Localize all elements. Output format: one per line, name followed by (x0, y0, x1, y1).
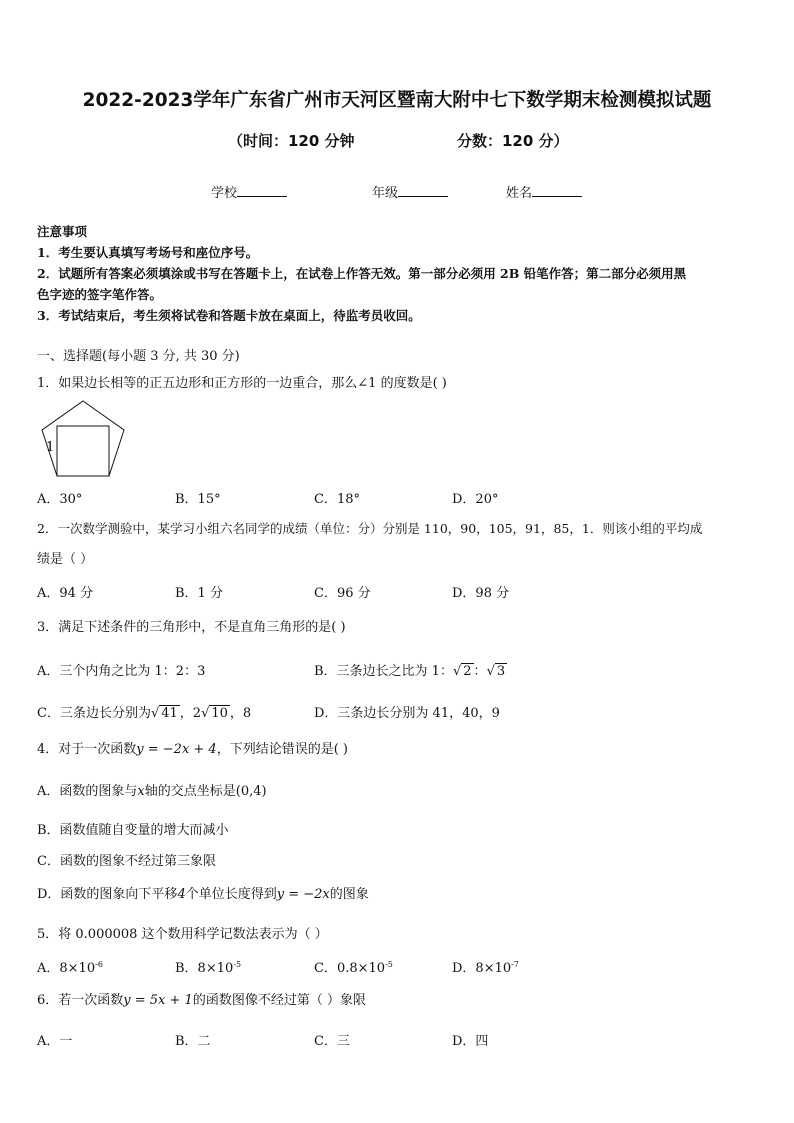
sqrt-3: √ 3 (486, 664, 506, 679)
sqrt-41: √ 41 (150, 706, 178, 721)
sqrt-10: √ 10 (201, 706, 228, 721)
q5-stem: 5．将 0.000008 这个数用科学记数法表示为（ ） (37, 927, 328, 942)
q6-option-d: D．四 (452, 1034, 489, 1049)
result-function: y = −2x (276, 887, 330, 902)
option-base: D．8×10 (452, 961, 512, 976)
school-label: 学校 (211, 186, 238, 201)
grade-field (372, 182, 448, 201)
q3-option-b-text: B．三条边长之比为 1： (314, 664, 453, 679)
q6-function: y = 5x + 1 (123, 993, 193, 1008)
q4-function: y = −2x + 4 (136, 742, 217, 757)
q2-option-a: A．94 分 (37, 586, 94, 601)
x-var: x (137, 784, 145, 799)
q4-option-d-text: D．函数的图象向下平移 (37, 887, 178, 902)
q2-option-d: D．98 分 (452, 586, 510, 601)
page-title: 2022-2023学年广东省广州市天河区暨南大附中七下数学期末检测模拟试题 (82, 90, 712, 111)
point-coord: (0,4) (235, 784, 267, 799)
pentagon-square-figure (38, 399, 128, 483)
option-base: C．0.8×10 (314, 961, 386, 976)
grade-label: 年级 (372, 186, 399, 201)
q5-option-d (452, 957, 519, 976)
q4-option-a-mid: 轴的交点坐标是 (144, 784, 236, 799)
q3-option-c (37, 702, 251, 721)
q2-stem: 2．一次数学测验中，某学习小组六名同学的成绩（单位：分）分别是 110，90，105，91，85，1．则该小组的平均成 (37, 521, 703, 536)
q5-option-a (37, 957, 103, 976)
angle-label: 1 (46, 440, 55, 455)
option-base: B．8×10 (175, 961, 234, 976)
q6-stem-text: 6．若一次函数 (37, 993, 124, 1008)
option-base: A．8×10 (37, 961, 96, 976)
q3-option-c-post: ，8 (229, 706, 252, 721)
notice-item: 3．考试结束后，考生须将试卷和答题卡放在桌面上，待监考员收回。 (37, 308, 421, 323)
name-blank (532, 184, 582, 197)
q3-option-c-mid: ，2 (179, 706, 202, 721)
grade-blank (398, 184, 448, 197)
school-blank (237, 184, 287, 197)
q6-option-c: C．三 (314, 1034, 350, 1049)
q6-option-a: A．一 (37, 1034, 73, 1049)
q4-stem-text-end: ，下列结论错误的是( ) (216, 742, 348, 757)
notice-item: 色字迹的签字笔作答。 (37, 287, 163, 302)
score-label: 分数：120 分） (457, 132, 569, 150)
option-exponent: -7 (511, 960, 519, 969)
notice-item: 2．试题所有答案必须填涂或书写在答题卡上，在试卷上作答无效。第一部分必须用 2B 铅笔作答；第二部分必须用黑 (37, 266, 687, 281)
q4-option-c: C．函数的图象不经过第三象限 (37, 854, 216, 869)
q6-stem-text-end: 的函数图像不经过第（ ）象限 (192, 993, 366, 1008)
notice-item: 1．考生要认真填写考场号和座位序号。 (37, 245, 259, 260)
q4-option-d-mid: 个单位长度得到 (185, 887, 277, 902)
q4-option-a-text: A．函数的图象与 (37, 784, 138, 799)
notice-heading: 注意事项 (37, 224, 88, 239)
q4-option-d (37, 885, 759, 905)
option-exponent: -5 (385, 960, 393, 969)
q4-option-b: B．函数值随自变量的增大而减小 (37, 823, 229, 838)
q6-option-b: B．二 (175, 1034, 211, 1049)
radicand: 41 (161, 706, 178, 721)
sqrt-2: √ 2 (452, 664, 472, 679)
q1-stem: 1．如果边长相等的正五边形和正方形的一边重合，那么∠1 的度数是( ) (37, 376, 447, 391)
q2-option-c: C．96 分 (314, 586, 371, 601)
square-shape (57, 426, 109, 476)
q3-option-c-text: C．三条边长分别为 (37, 706, 151, 721)
q4-stem-text: 4．对于一次函数 (37, 742, 137, 757)
radicand: 10 (211, 706, 228, 721)
q3-option-b (314, 660, 507, 679)
q4-option-d-end: 的图象 (329, 887, 369, 902)
q6-stem (37, 991, 759, 1011)
q4-stem (37, 740, 759, 760)
q1-option-c: C．18° (314, 492, 360, 507)
q2-option-b: B．1 分 (175, 586, 223, 601)
radicand: 2 (463, 664, 472, 679)
option-exponent: -5 (233, 960, 242, 969)
radicand: 3 (496, 664, 506, 679)
shift-amount: 4 (177, 887, 186, 902)
q3-option-d: D．三条边长分别为 41，40，9 (314, 706, 500, 721)
q1-option-b: B．15° (175, 492, 221, 507)
q3-stem: 3．满足下述条件的三角形中，不是直角三角形的是( ) (37, 620, 346, 635)
q1-option-d: D．20° (452, 492, 499, 507)
q5-option-b (175, 957, 241, 976)
time-label: （时间：120 分钟 (228, 132, 355, 150)
q4-option-a (37, 782, 759, 802)
school-field (211, 182, 287, 201)
ratio-sep: ： (473, 664, 487, 679)
q2-stem-cont: 绩是（ ） (37, 552, 94, 567)
section-heading: 一、选择题(每小题 3 分, 共 30 分) (37, 349, 240, 364)
pentagon-shape (42, 401, 124, 476)
q1-option-a: A．30° (37, 492, 83, 507)
name-field (506, 182, 582, 201)
q5-option-c (314, 957, 393, 976)
option-exponent: -6 (95, 960, 103, 969)
notice-section (37, 221, 759, 326)
name-label: 姓名 (506, 186, 533, 201)
q3-option-a: A．三个内角之比为 1：2：3 (37, 664, 206, 679)
